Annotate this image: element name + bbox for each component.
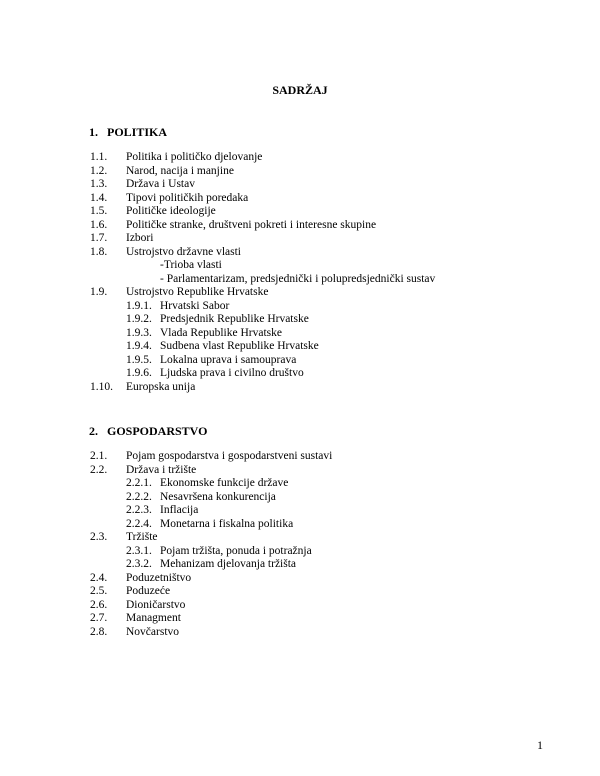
toc-entry <box>0 246 600 260</box>
toc-entry-text: Politika i političko djelovanje <box>126 151 263 163</box>
toc-entry-number: 1.9.2. <box>126 313 152 325</box>
toc-entry <box>0 367 600 381</box>
toc-entry-text: Ekonomske funkcije države <box>160 477 289 489</box>
toc-entry-number: 1.10. <box>90 380 113 393</box>
toc-entry-number: 1.9.3. <box>126 326 152 339</box>
toc-entry-text: Pojam tržišta, ponuda i potražnja <box>160 544 312 557</box>
toc-entry <box>0 612 600 626</box>
section-number: 2. <box>89 424 98 438</box>
toc-entry-text: Narod, nacija i manjine <box>126 164 234 177</box>
toc-entry <box>0 273 600 287</box>
toc-entry-text: Dioničarstvo <box>126 598 186 611</box>
toc-entry-text: Lokalna uprava i samouprava <box>160 353 297 366</box>
toc-entry-number: 1.2. <box>90 164 108 177</box>
toc-entry-number: 2.2. <box>90 463 108 476</box>
toc-entry <box>0 504 600 518</box>
toc-entry <box>0 340 600 354</box>
toc-entry <box>0 286 600 300</box>
toc-entry-text: Hrvatski Sabor <box>160 299 230 312</box>
toc-entry-number: 1.9.1. <box>126 299 152 312</box>
toc-entry-text: Nesavršena konkurencija <box>160 490 276 503</box>
toc-entry-text: Novčarstvo <box>126 625 180 638</box>
toc-entry <box>0 381 600 395</box>
toc-entry-number: 1.4. <box>90 191 108 204</box>
toc-entry-text: Ustrojstvo Republike Hrvatske <box>126 286 269 298</box>
toc-entry-number: 2.3.2. <box>126 558 152 570</box>
toc-entry-text: Izbori <box>126 232 154 244</box>
toc-entry <box>0 300 600 314</box>
toc-entry <box>0 491 600 505</box>
page-number: 1 <box>537 738 543 752</box>
toc-entry-number: 1.5. <box>90 205 108 217</box>
toc-entry-number: 1.3. <box>90 178 108 190</box>
toc-entry-number: 1.1. <box>90 151 108 163</box>
toc-entry-number: 1.9. <box>90 286 108 298</box>
section-label: POLITIKA <box>107 125 168 139</box>
toc-entry-number: 2.6. <box>90 598 108 611</box>
toc-entry-number: 2.2.1. <box>126 477 152 489</box>
toc-entry-text: Predsjednik Republike Hrvatske <box>160 313 309 325</box>
toc-entry <box>0 464 600 478</box>
toc-entry-number: 1.7. <box>90 232 108 244</box>
toc-entry-text: Sudbena vlast Republike Hrvatske <box>160 340 319 352</box>
toc-entry <box>0 531 600 545</box>
toc-entry <box>0 545 600 559</box>
toc-entry-text: Država i tržište <box>126 463 197 476</box>
toc-entry-number: 2.3.1. <box>126 544 152 557</box>
toc-entry-text: Inflacija <box>160 504 199 516</box>
toc-entry-number: 2.4. <box>90 571 108 584</box>
toc-list-gospodarstvo <box>0 450 600 639</box>
toc-entry <box>0 558 600 572</box>
toc-entry-number: 1.9.5. <box>126 353 152 366</box>
toc-entry <box>0 327 600 341</box>
toc-entry-number: 2.3. <box>90 531 108 543</box>
page-title: SADRŽAJ <box>272 83 328 97</box>
toc-entry-text: Političke ideologije <box>126 205 216 217</box>
section-heading-politika <box>89 125 167 140</box>
toc-entry-number: 2.2.3. <box>126 504 152 516</box>
toc-entry-text: Europska unija <box>126 380 196 393</box>
toc-entry <box>0 219 600 233</box>
toc-entry <box>0 477 600 491</box>
toc-entry-text: Vlada Republike Hrvatske <box>160 326 282 339</box>
toc-entry-text: Managment <box>126 612 181 624</box>
toc-entry <box>0 192 600 206</box>
toc-entry <box>0 259 600 273</box>
toc-entry-text: Ustrojstvo državne vlasti <box>126 245 241 258</box>
toc-entry <box>0 354 600 368</box>
toc-entry-number: 1.8. <box>90 245 108 258</box>
toc-entry-text: Tipovi političkih poredaka <box>126 191 249 204</box>
toc-entry <box>0 151 600 165</box>
toc-entry-text: Političke stranke, društveni pokreti i interesne skupine <box>126 218 377 231</box>
toc-entry-number: 2.2.4. <box>126 517 152 530</box>
toc-entry-text: Monetarna i fiskalna politika <box>160 517 294 530</box>
toc-entry <box>0 232 600 246</box>
toc-entry <box>0 165 600 179</box>
section-heading-gospodarstvo <box>89 424 207 439</box>
toc-entry <box>0 599 600 613</box>
toc-entry-text: Poduzetništvo <box>126 571 192 584</box>
toc-entry-text: Mehanizam djelovanja tržišta <box>160 558 297 570</box>
toc-entry-text: Ljudska prava i civilno društvo <box>160 367 304 379</box>
toc-entry <box>0 585 600 599</box>
toc-entry <box>0 450 600 464</box>
toc-entry-text: Pojam gospodarstva i gospodarstveni sustavi <box>126 450 333 462</box>
toc-entry-text: Poduzeće <box>126 585 171 597</box>
toc-entry <box>0 518 600 532</box>
toc-list-politika <box>0 151 600 394</box>
toc-entry <box>0 178 600 192</box>
toc-entry-number: 2.5. <box>90 585 108 597</box>
toc-entry-number: 2.2.2. <box>126 490 152 503</box>
toc-entry-text: Tržište <box>126 531 158 543</box>
toc-entry-text: - Parlamentarizam, predsjednički i polupredsjednički sustav <box>160 272 436 285</box>
toc-entry <box>0 313 600 327</box>
toc-entry-text: Država i Ustav <box>126 178 195 190</box>
toc-entry <box>0 572 600 586</box>
toc-entry-number: 2.7. <box>90 612 108 624</box>
toc-entry-number: 2.8. <box>90 625 108 638</box>
toc-entry-text: -Trioba vlasti <box>160 259 222 271</box>
toc-entry-number: 1.9.6. <box>126 367 152 379</box>
toc-entry-number: 1.9.4. <box>126 340 152 352</box>
toc-entry <box>0 626 600 640</box>
section-label: GOSPODARSTVO <box>107 424 208 438</box>
toc-entry-number: 1.6. <box>90 218 108 231</box>
toc-entry-number: 2.1. <box>90 450 108 462</box>
section-number: 1. <box>89 125 98 139</box>
toc-entry <box>0 205 600 219</box>
